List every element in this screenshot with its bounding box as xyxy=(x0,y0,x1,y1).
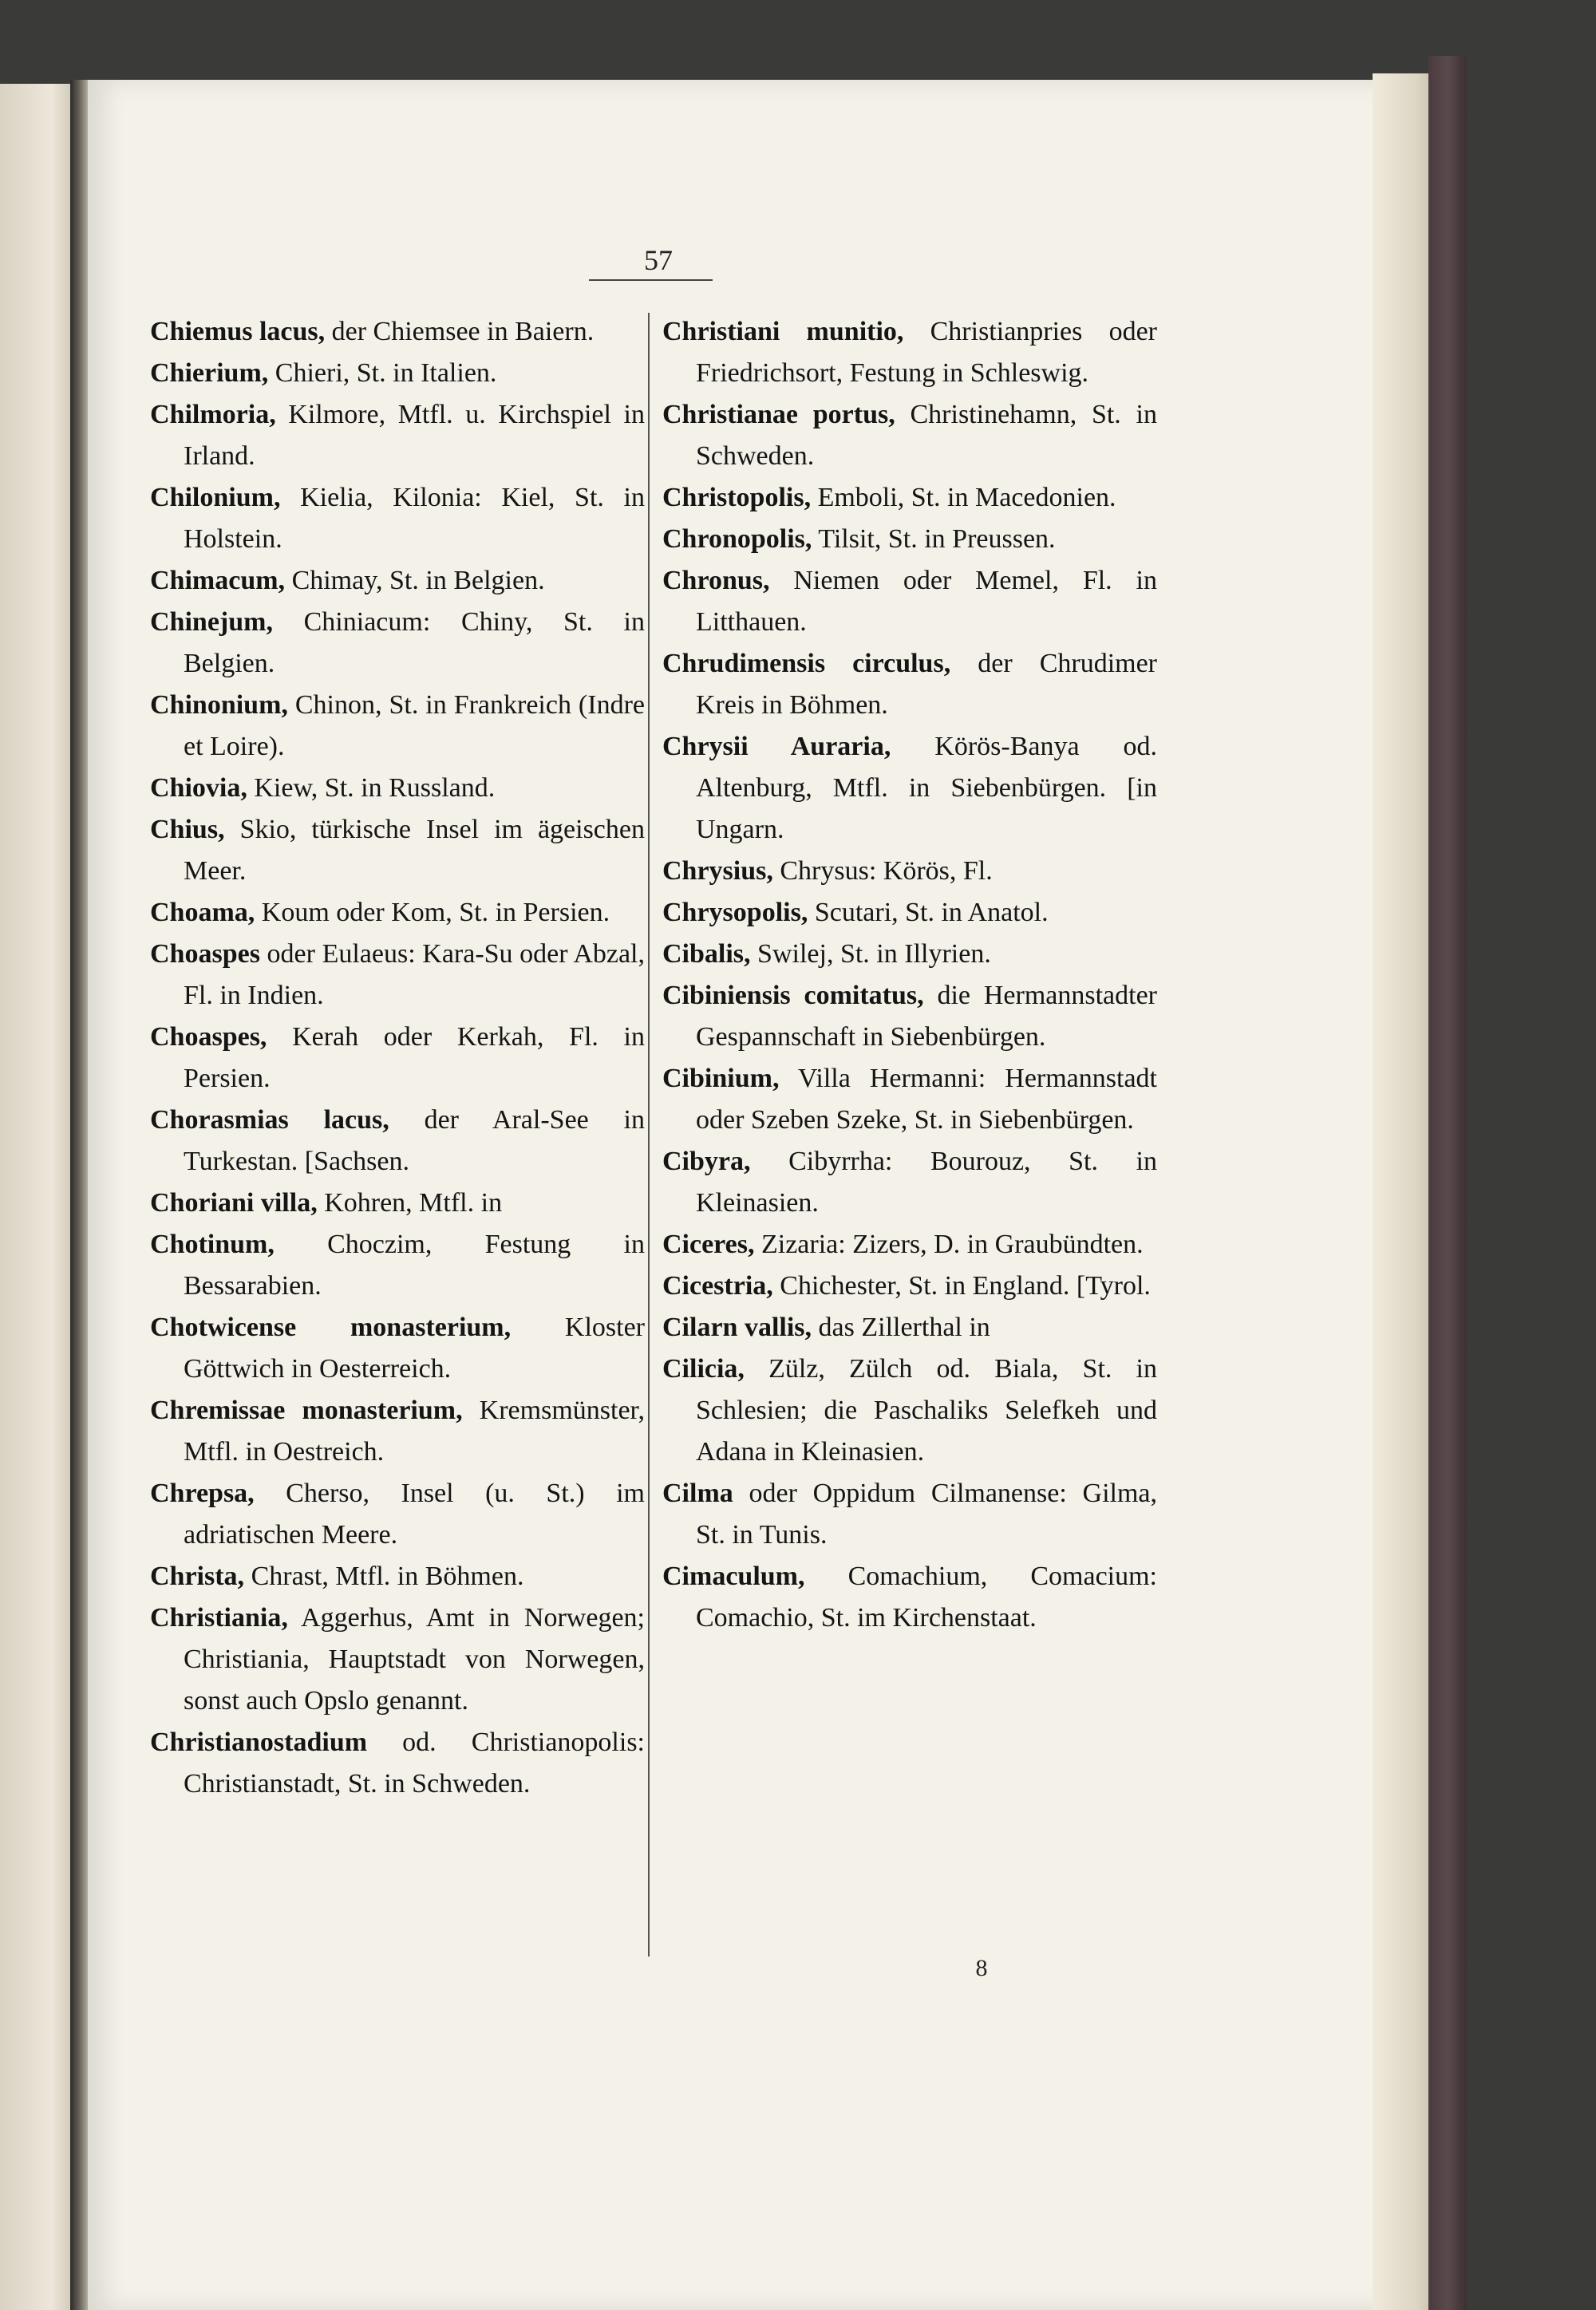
book-cover-edge xyxy=(1428,56,1467,2310)
entry-definition: Zülz, Zülch od. Biala, St. in Schlesien; die Paschaliks Selefkeh und Adana in Kleinasien. xyxy=(696,1354,1157,1467)
dictionary-entry xyxy=(662,519,1157,560)
entry-definition: Christianpries oder Friedrichsort, Festung in Schleswig. xyxy=(696,317,1157,388)
dictionary-entry xyxy=(150,1183,645,1224)
entry-headword: Chilonium, xyxy=(150,483,281,512)
entry-definition: Tilsit, St. in Preussen. xyxy=(812,524,1056,554)
entry-definition: Aggerhus, Amt in Norwegen; Christiania, Hauptstadt von Norwegen, sonst auch Opslo genannt. xyxy=(184,1603,645,1716)
entry-headword: Cibyra, xyxy=(662,1147,751,1176)
entry-definition: Chrast, Mtfl. in Böhmen. xyxy=(244,1562,524,1591)
entry-definition: Chichester, St. in England. [Tyrol. xyxy=(772,1271,1151,1301)
entry-definition: Villa Hermanni: Hermannstadt oder Szeben Szeke, St. in Siebenbürgen. xyxy=(696,1064,1157,1135)
entry-headword: Choriani villa, xyxy=(150,1188,318,1218)
entry-headword: Cibiniensis comitatus, xyxy=(662,981,924,1010)
entry-headword: Chiemus lacus, xyxy=(150,317,326,346)
dictionary-entry xyxy=(150,1224,645,1307)
dictionary-entry xyxy=(662,851,1157,892)
entry-headword: Cilarn vallis, xyxy=(662,1313,812,1342)
entry-headword: Chrepsa, xyxy=(150,1479,255,1508)
entry-definition: oder Eulaeus: Kara-Su oder Abzal, Fl. in Indien. xyxy=(184,939,645,1010)
dictionary-entry xyxy=(662,1556,1157,1639)
header-rule xyxy=(589,279,713,281)
entry-headword: Cibinium, xyxy=(662,1064,780,1093)
entry-definition: Cibyrrha: Bourouz, St. in Kleinasien. xyxy=(696,1147,1157,1218)
entry-definition: Niemen oder Memel, Fl. in Litthauen. xyxy=(696,566,1157,637)
dictionary-entry xyxy=(150,1473,645,1556)
dictionary-entry xyxy=(662,934,1157,975)
entry-headword: Choaspes xyxy=(150,939,260,969)
entry-headword: Cibalis, xyxy=(662,939,751,969)
entry-definition: Emboli, St. in Macedonien. xyxy=(811,483,1116,512)
entry-definition: Kerah oder Kerkah, Fl. in Persien. xyxy=(184,1022,645,1093)
column-divider xyxy=(648,313,650,1957)
entry-definition: Koum oder Kom, St. in Persien. xyxy=(255,898,610,927)
dictionary-entry xyxy=(662,1348,1157,1473)
entry-headword: Chinejum, xyxy=(150,607,273,637)
entry-headword: Chius, xyxy=(150,815,225,844)
entry-headword: Chrysopolis, xyxy=(662,898,808,927)
entry-headword: Chrysius, xyxy=(662,856,773,886)
dictionary-entry xyxy=(150,768,645,809)
entry-definition: Comachium, Comacium: Comachio, St. im Kirchenstaat. xyxy=(696,1562,1157,1633)
dictionary-entry xyxy=(150,602,645,685)
dictionary-entry xyxy=(150,353,645,394)
entry-definition: Chieri, St. in Italien. xyxy=(268,358,497,388)
entry-headword: Chorasmias lacus, xyxy=(150,1105,389,1135)
entry-definition: Swilej, St. in Illyrien. xyxy=(750,939,991,969)
entry-headword: Chrudimensis circulus, xyxy=(662,649,951,678)
page-number: 57 xyxy=(644,244,673,276)
entry-headword: Chiovia, xyxy=(150,773,247,803)
entry-definition: od. Christianopolis: Christianstadt, St. in Schweden. xyxy=(184,1728,645,1799)
entry-definition: Chiniacum: Chiny, St. in Belgien. xyxy=(184,607,645,678)
dictionary-entry xyxy=(150,1722,645,1805)
entry-headword: Choama, xyxy=(150,898,255,927)
entry-headword: Chronus, xyxy=(662,566,770,595)
entry-definition: Chrysus: Körös, Fl. xyxy=(772,856,993,886)
entry-headword: Christianae portus, xyxy=(662,400,895,429)
previous-page-edge xyxy=(0,84,73,2310)
entry-headword: Chremissae monasterium, xyxy=(150,1396,463,1425)
left-column xyxy=(150,311,645,1805)
entry-definition: Christinehamn, St. in Schweden. xyxy=(696,400,1158,471)
entry-definition: Skio, türkische Insel im ägeischen Meer. xyxy=(184,815,645,886)
dictionary-entry xyxy=(662,726,1157,851)
dictionary-entry xyxy=(150,1017,645,1100)
dictionary-entry xyxy=(150,809,645,892)
dictionary-entry xyxy=(150,1307,645,1390)
entry-definition: der Chrudimer Kreis in Böhmen. xyxy=(696,649,1158,720)
dictionary-entry xyxy=(150,1390,645,1473)
entry-definition: Kohren, Mtfl. in xyxy=(317,1188,503,1218)
entry-headword: Chronopolis, xyxy=(662,524,812,554)
entry-headword: Chrysii Auraria, xyxy=(662,732,891,761)
entry-definition: Kiew, St. in Russland. xyxy=(247,773,496,803)
dictionary-entry xyxy=(662,560,1157,643)
entry-headword: Chilmoria, xyxy=(150,400,276,429)
entry-definition: die Hermannstadter Gespannschaft in Siebenbürgen. xyxy=(696,981,1158,1052)
dictionary-entry xyxy=(150,892,645,934)
dictionary-entry xyxy=(662,892,1157,934)
dictionary-entry xyxy=(662,1224,1157,1266)
dictionary-entry xyxy=(662,1307,1157,1348)
entry-definition: Kielia, Kilonia: Kiel, St. in Holstein. xyxy=(184,483,645,554)
entry-headword: Chotwicense monasterium, xyxy=(150,1313,512,1342)
entry-definition: Kilmore, Mtfl. u. Kirchspiel in Irland. xyxy=(184,400,645,471)
right-column xyxy=(662,311,1157,1639)
dictionary-entry xyxy=(662,1141,1157,1224)
entry-headword: Chimacum, xyxy=(150,566,286,595)
entry-definition: Kremsmünster, Mtfl. in Oestreich. xyxy=(184,1396,645,1467)
signature-mark: 8 xyxy=(975,1955,988,1981)
entry-headword: Christiania, xyxy=(150,1603,288,1633)
entry-headword: Cimaculum, xyxy=(662,1562,805,1591)
dictionary-entry xyxy=(150,394,645,477)
dictionary-entry xyxy=(150,685,645,768)
dictionary-entry xyxy=(662,311,1157,394)
dictionary-entry xyxy=(662,1058,1157,1141)
dictionary-entry xyxy=(150,1100,645,1183)
entry-definition: Choczim, Festung in Bessarabien. xyxy=(184,1230,645,1301)
entry-definition: Chinon, St. in Frankreich (Indre et Loire). xyxy=(184,690,645,761)
dictionary-entry xyxy=(150,1556,645,1597)
entry-definition: der Aral-See in Turkestan. [Sachsen. xyxy=(184,1105,646,1176)
entry-headword: Ciceres, xyxy=(662,1230,755,1259)
dictionary-entry xyxy=(662,477,1157,519)
dictionary-entry xyxy=(150,560,645,602)
entry-definition: oder Oppidum Cilmanense: Gilma, St. in Tunis. xyxy=(696,1479,1157,1550)
entry-headword: Cilicia, xyxy=(662,1354,745,1384)
dictionary-entry xyxy=(662,394,1157,477)
entry-headword: Choaspes, xyxy=(150,1022,267,1052)
entry-headword: Christa, xyxy=(150,1562,245,1591)
dictionary-entry xyxy=(150,934,645,1017)
entry-headword: Cilma xyxy=(662,1479,733,1508)
entry-definition: Zizaria: Zizers, D. in Graubündten. xyxy=(754,1230,1144,1259)
entry-headword: Christopolis, xyxy=(662,483,812,512)
entry-definition: Kloster Göttwich in Oesterreich. xyxy=(184,1313,645,1384)
entry-headword: Christianostadium xyxy=(150,1728,368,1757)
entry-definition: der Chiemsee in Baiern. xyxy=(325,317,595,346)
entry-headword: Chinonium, xyxy=(150,690,288,720)
dictionary-entry xyxy=(662,1266,1157,1307)
entry-definition: Cherso, Insel (u. St.) im adriatischen Meere. xyxy=(184,1479,645,1550)
entry-headword: Chotinum, xyxy=(150,1230,275,1259)
dictionary-entry xyxy=(150,1597,645,1722)
dictionary-entry xyxy=(662,975,1157,1058)
dictionary-entry xyxy=(150,311,645,353)
entry-headword: Christiani munitio, xyxy=(662,317,904,346)
dictionary-entry xyxy=(150,477,645,560)
dictionary-entry xyxy=(662,643,1157,726)
entry-definition: Chimay, St. in Belgien. xyxy=(285,566,545,595)
entry-headword: Chierium, xyxy=(150,358,269,388)
entry-headword: Cicestria, xyxy=(662,1271,773,1301)
entry-definition: Scutari, St. in Anatol. xyxy=(808,898,1049,927)
entry-definition: das Zillerthal in xyxy=(812,1313,990,1342)
entry-definition: Körös-Banya od. Altenburg, Mtfl. in Siebenbürgen. [in Ungarn. xyxy=(696,732,1157,844)
dictionary-entry xyxy=(662,1473,1157,1556)
